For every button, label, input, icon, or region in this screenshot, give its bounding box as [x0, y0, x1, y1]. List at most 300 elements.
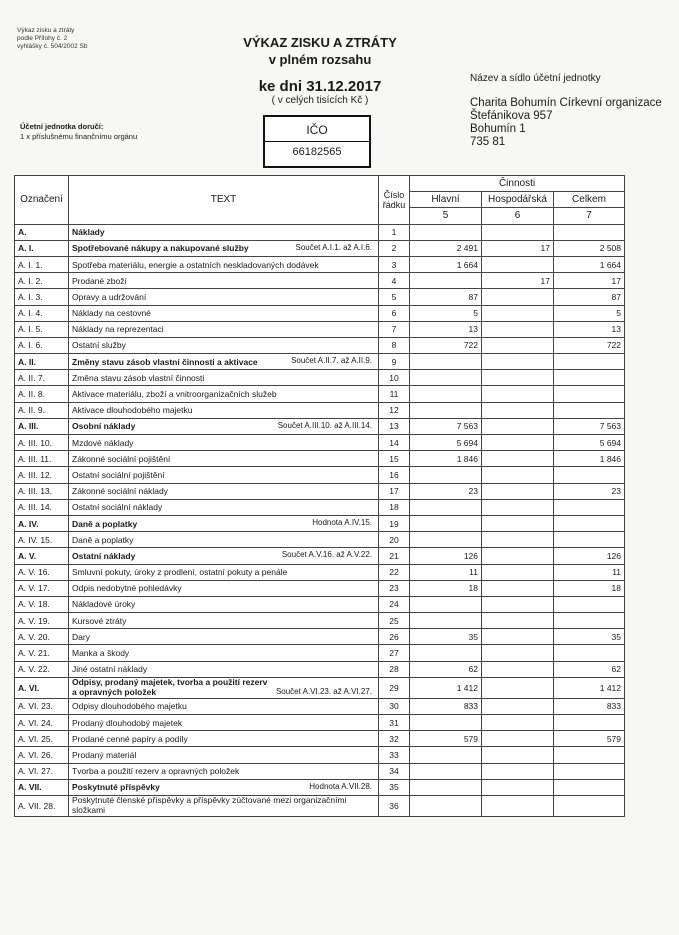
ico-label: IČO [306, 123, 328, 137]
row-total-value [554, 402, 625, 418]
entity-name: Charita Bohumín Církevní organizace [470, 97, 662, 109]
table-row [15, 402, 625, 418]
row-label: Změny stavu zásob vlastní činnosti a aktivace [72, 356, 258, 367]
row-code: A. VI. [15, 677, 69, 698]
row-main-value [410, 613, 482, 629]
table-row [15, 795, 625, 816]
row-total-value [554, 763, 625, 779]
row-economic-value [482, 779, 554, 795]
row-main-value: 579 [410, 731, 482, 747]
table-row [15, 483, 625, 499]
table-row [15, 564, 625, 580]
row-text [69, 483, 379, 499]
row-number: 9 [379, 354, 410, 370]
table-row [15, 515, 625, 531]
table-row [15, 613, 625, 629]
row-number: 26 [379, 629, 410, 645]
row-total-value: 2 508 [554, 240, 625, 256]
row-code: A. VII. 28. [15, 795, 69, 816]
row-economic-value [482, 629, 554, 645]
row-total-value [554, 613, 625, 629]
row-economic-value [482, 763, 554, 779]
table-row [15, 273, 625, 289]
row-main-value: 722 [410, 337, 482, 353]
table-row [15, 596, 625, 612]
row-sum-formula: Hodnota A.IV.15. [312, 517, 372, 527]
row-main-value [410, 715, 482, 731]
row-number: 31 [379, 715, 410, 731]
row-main-value [410, 273, 482, 289]
table-row [15, 256, 625, 272]
row-code: A. V. 18. [15, 596, 69, 612]
row-sum-formula: Součet A.III.10. až A.III.14. [277, 420, 372, 430]
row-text [69, 677, 379, 698]
row-label: Daně a poplatky [72, 534, 134, 545]
row-economic-value [482, 467, 554, 483]
row-text [69, 548, 379, 564]
row-main-value [410, 763, 482, 779]
row-main-value [410, 370, 482, 386]
table-row [15, 467, 625, 483]
table-row [15, 677, 625, 698]
row-number: 20 [379, 532, 410, 548]
row-main-value: 833 [410, 698, 482, 714]
row-economic-value [482, 483, 554, 499]
row-number: 23 [379, 580, 410, 596]
row-number: 27 [379, 645, 410, 661]
row-text [69, 629, 379, 645]
row-total-value [554, 467, 625, 483]
header-total: Celkem [554, 192, 625, 208]
row-text [69, 747, 379, 763]
row-total-value [554, 515, 625, 531]
row-total-value [554, 596, 625, 612]
row-text [69, 337, 379, 353]
table-body [15, 224, 625, 816]
row-label: Osobní náklady [72, 421, 136, 432]
row-main-value: 87 [410, 289, 482, 305]
row-code: A. II. 7. [15, 370, 69, 386]
row-code: A. II. 9. [15, 402, 69, 418]
row-code: A. VI. 25. [15, 731, 69, 747]
row-number: 33 [379, 747, 410, 763]
row-sum-formula: Součet A.V.16. až A.V.22. [281, 550, 372, 560]
row-economic-value [482, 795, 554, 816]
recipient-text: 1 x příslušnému finančnímu orgánu [20, 132, 138, 141]
row-text [69, 564, 379, 580]
row-economic-value [482, 289, 554, 305]
row-code: A. I. 6. [15, 337, 69, 353]
row-total-value: 18 [554, 580, 625, 596]
row-number: 15 [379, 451, 410, 467]
row-main-value [410, 795, 482, 816]
row-total-value [554, 747, 625, 763]
row-main-value: 126 [410, 548, 482, 564]
header-col-economic: 6 [482, 208, 554, 224]
row-code: A. V. 19. [15, 613, 69, 629]
row-label: Odpis nedobytné pohledávky [72, 583, 182, 594]
row-label: Dary [72, 631, 90, 642]
table-row [15, 305, 625, 321]
table-row [15, 224, 625, 240]
row-label: Ostatní náklady [72, 550, 136, 561]
table-row [15, 337, 625, 353]
row-number: 29 [379, 677, 410, 698]
row-label: Náklady na cestovné [72, 308, 151, 319]
row-code: A. V. 22. [15, 661, 69, 677]
table-row [15, 370, 625, 386]
table-row [15, 645, 625, 661]
row-total-value: 722 [554, 337, 625, 353]
table-row [15, 747, 625, 763]
row-number: 17 [379, 483, 410, 499]
row-label: Náklady na reprezentaci [72, 324, 164, 335]
row-sum-formula: Součet A.I.1. až A.I.6. [295, 242, 372, 252]
row-text [69, 580, 379, 596]
table-row [15, 715, 625, 731]
row-code: A. II. 8. [15, 386, 69, 402]
row-economic-value [482, 532, 554, 548]
row-label: Jiné ostatní náklady [72, 664, 148, 675]
report-table [14, 175, 625, 817]
row-economic-value [482, 499, 554, 515]
row-main-value [410, 596, 482, 612]
recipient-note [20, 122, 137, 142]
row-total-value: 579 [554, 731, 625, 747]
row-total-value: 62 [554, 661, 625, 677]
row-number: 24 [379, 596, 410, 612]
row-total-value [554, 224, 625, 240]
row-economic-value [482, 747, 554, 763]
row-code: A. I. 2. [15, 273, 69, 289]
row-label: Zákonné sociální pojištění [72, 453, 171, 464]
row-number: 14 [379, 435, 410, 451]
row-text [69, 451, 379, 467]
row-text [69, 256, 379, 272]
entity-header: Název a sídlo účetní jednotky [470, 73, 601, 84]
row-number: 30 [379, 698, 410, 714]
ico-value: 66182565 [292, 146, 342, 158]
row-economic-value [482, 731, 554, 747]
table-row [15, 451, 625, 467]
row-total-value: 5 694 [554, 435, 625, 451]
document-title: VÝKAZ ZISKU A ZTRÁTY [243, 35, 397, 50]
row-number: 25 [379, 613, 410, 629]
row-text [69, 763, 379, 779]
row-text [69, 321, 379, 337]
row-sum-formula: Součet A.II.7. až A.II.9. [291, 356, 372, 366]
row-text [69, 224, 379, 240]
row-number: 32 [379, 731, 410, 747]
row-total-value: 833 [554, 698, 625, 714]
row-code: A. V. [15, 548, 69, 564]
row-label: Změna stavu zásob vlastní činnosti [72, 372, 205, 383]
row-text [69, 386, 379, 402]
row-number: 16 [379, 467, 410, 483]
row-sum-formula: Součet A.VI.23. až A.VI.27. [275, 686, 372, 696]
row-code: A. VI. 24. [15, 715, 69, 731]
row-economic-value [482, 305, 554, 321]
row-total-value: 5 [554, 305, 625, 321]
entity-city: Bohumín 1 [470, 123, 526, 135]
row-code: A. V. 21. [15, 645, 69, 661]
row-code: A. III. [15, 418, 69, 434]
row-main-value [410, 747, 482, 763]
row-code: A. I. 5. [15, 321, 69, 337]
table-row [15, 698, 625, 714]
row-total-value: 7 563 [554, 418, 625, 434]
table-row [15, 499, 625, 515]
header-designation: Označení [15, 176, 69, 225]
units-note: ( v celých tisících Kč ) [271, 95, 369, 106]
row-text [69, 613, 379, 629]
row-label: Nákladové úroky [72, 599, 136, 610]
table-row [15, 763, 625, 779]
row-main-value [410, 515, 482, 531]
row-label: Prodaný materiál [72, 749, 137, 760]
row-main-value: 2 491 [410, 240, 482, 256]
row-text [69, 698, 379, 714]
table-row [15, 548, 625, 564]
header-activities: Činnosti [410, 176, 625, 192]
row-number: 3 [379, 256, 410, 272]
row-number: 11 [379, 386, 410, 402]
row-number: 28 [379, 661, 410, 677]
row-total-value [554, 795, 625, 816]
row-label: Ostatní služby [72, 340, 126, 351]
row-main-value [410, 645, 482, 661]
row-number: 36 [379, 795, 410, 816]
row-label: Mzdové náklady [72, 437, 134, 448]
row-main-value: 5 [410, 305, 482, 321]
row-label: Kursové ztráty [72, 615, 127, 626]
row-economic-value [482, 321, 554, 337]
row-label: Tvorba a použití rezerv a opravných položek [72, 766, 240, 777]
row-label: Aktivace materiálu, zboží a vnitroorganizačních služeb [72, 389, 277, 400]
table-row [15, 532, 625, 548]
row-number: 22 [379, 564, 410, 580]
row-text [69, 273, 379, 289]
header-economic: Hospodářská [482, 192, 554, 208]
row-main-value: 18 [410, 580, 482, 596]
row-text [69, 467, 379, 483]
row-text [69, 370, 379, 386]
row-text [69, 305, 379, 321]
row-main-value: 1 412 [410, 677, 482, 698]
row-code: A. IV. [15, 515, 69, 531]
row-main-value [410, 402, 482, 418]
row-economic-value [482, 354, 554, 370]
row-text [69, 402, 379, 418]
header-text: TEXT [69, 176, 379, 225]
row-main-value: 13 [410, 321, 482, 337]
row-main-value: 23 [410, 483, 482, 499]
row-label: Aktivace dlouhodobého majetku [72, 405, 193, 416]
ico-box [263, 115, 371, 168]
row-total-value: 13 [554, 321, 625, 337]
row-number: 19 [379, 515, 410, 531]
row-text [69, 499, 379, 515]
row-total-value: 1 846 [554, 451, 625, 467]
header-row-no: Číslo řádku [379, 176, 410, 225]
row-code: A. III. 12. [15, 467, 69, 483]
row-text [69, 515, 379, 531]
entity-zip: 735 81 [470, 136, 506, 148]
row-economic-value [482, 715, 554, 731]
row-total-value [554, 779, 625, 795]
row-code: A. IV. 15. [15, 532, 69, 548]
table-row [15, 289, 625, 305]
row-total-value: 23 [554, 483, 625, 499]
row-number: 13 [379, 418, 410, 434]
row-text [69, 731, 379, 747]
table-row [15, 629, 625, 645]
row-label: Poskytnuté členské příspěvky a příspěvky zúčtované mezi organizačními složkami [72, 795, 347, 815]
table-row [15, 240, 625, 256]
row-code: A. VI. 27. [15, 763, 69, 779]
row-total-value: 126 [554, 548, 625, 564]
row-total-value [554, 715, 625, 731]
row-text [69, 795, 379, 816]
row-main-value [410, 779, 482, 795]
row-total-value: 1 412 [554, 677, 625, 698]
row-code: A. III. 10. [15, 435, 69, 451]
row-total-value [554, 386, 625, 402]
row-code: A. III. 11. [15, 451, 69, 467]
row-label: Prodané zboží [72, 275, 127, 286]
row-main-value: 1 846 [410, 451, 482, 467]
row-total-value: 87 [554, 289, 625, 305]
header-main: Hlavní [410, 192, 482, 208]
row-text [69, 715, 379, 731]
entity-street: Štefánikova 957 [470, 110, 553, 122]
row-main-value: 7 563 [410, 418, 482, 434]
row-label: Zákonné sociální náklady [72, 486, 168, 497]
row-code: A. I. [15, 240, 69, 256]
row-code: A. II. [15, 354, 69, 370]
report-date: ke dni 31.12.2017 [258, 78, 382, 95]
row-code: A. V. 20. [15, 629, 69, 645]
row-economic-value: 17 [482, 240, 554, 256]
row-economic-value [482, 515, 554, 531]
row-number: 10 [379, 370, 410, 386]
row-label: Spotřebované nákupy a nakupované služby [72, 243, 249, 254]
row-economic-value [482, 370, 554, 386]
header-col-main: 5 [410, 208, 482, 224]
row-label: Ostatní sociální náklady [72, 502, 163, 513]
row-code: A. III. 13. [15, 483, 69, 499]
form-note [17, 27, 87, 51]
row-number: 6 [379, 305, 410, 321]
row-text [69, 289, 379, 305]
header-col-total: 7 [554, 208, 625, 224]
row-code: A. I. 3. [15, 289, 69, 305]
row-main-value [410, 386, 482, 402]
row-economic-value [482, 337, 554, 353]
row-number: 21 [379, 548, 410, 564]
row-text [69, 435, 379, 451]
document-subtitle: v plném rozsahu [268, 52, 372, 67]
form-note-line: vyhlášky č. 504/2002 Sb [17, 43, 88, 50]
row-economic-value: 17 [482, 273, 554, 289]
table-row [15, 731, 625, 747]
table-row [15, 321, 625, 337]
row-label: Smluvní pokuty, úroky z prodlení, ostatní pokuty a penále [72, 567, 288, 578]
row-label: Odpisy, prodaný majetek, tvorba a použití rezerv a opravných položek [72, 677, 268, 697]
row-total-value: 1 664 [554, 256, 625, 272]
row-code: A. I. 4. [15, 305, 69, 321]
recipient-label: Účetní jednotka doručí: [20, 122, 104, 131]
row-text [69, 596, 379, 612]
ico-divider [265, 141, 369, 142]
row-number: 12 [379, 402, 410, 418]
row-label: Spotřeba materiálu, energie a ostatních neskladovaných dodávek [72, 259, 319, 270]
row-economic-value [482, 564, 554, 580]
row-text [69, 418, 379, 434]
table-row [15, 661, 625, 677]
row-code: A. V. 16. [15, 564, 69, 580]
row-main-value [410, 499, 482, 515]
row-label: Opravy a udržování [72, 291, 147, 302]
row-label: Ostatní sociální pojištění [72, 469, 165, 480]
row-text [69, 354, 379, 370]
row-sum-formula: Hodnota A.VII.28. [309, 781, 372, 791]
row-main-value [410, 354, 482, 370]
row-label: Náklady [72, 227, 105, 238]
row-number: 34 [379, 763, 410, 779]
row-text [69, 779, 379, 795]
entity-address [470, 97, 679, 149]
row-total-value [554, 370, 625, 386]
row-number: 2 [379, 240, 410, 256]
row-code: A. V. 17. [15, 580, 69, 596]
row-main-value [410, 224, 482, 240]
row-economic-value [482, 613, 554, 629]
row-code: A. [15, 224, 69, 240]
row-main-value: 1 664 [410, 256, 482, 272]
row-label: Odpisy dlouhodobého majetku [72, 701, 187, 712]
row-total-value: 11 [554, 564, 625, 580]
row-number: 35 [379, 779, 410, 795]
row-text [69, 645, 379, 661]
row-label: Daně a poplatky [72, 518, 138, 529]
row-code: A. III. 14. [15, 499, 69, 515]
row-number: 5 [379, 289, 410, 305]
title-block [200, 34, 440, 106]
row-economic-value [482, 224, 554, 240]
form-note-line: Výkaz zisku a ztráty [17, 27, 75, 34]
row-total-value [554, 532, 625, 548]
row-code: A. I. 1. [15, 256, 69, 272]
row-number: 1 [379, 224, 410, 240]
row-economic-value [482, 256, 554, 272]
row-main-value [410, 467, 482, 483]
row-main-value: 11 [410, 564, 482, 580]
row-total-value [554, 645, 625, 661]
row-total-value: 17 [554, 273, 625, 289]
row-main-value: 62 [410, 661, 482, 677]
row-economic-value [482, 698, 554, 714]
row-number: 18 [379, 499, 410, 515]
row-economic-value [482, 677, 554, 698]
row-economic-value [482, 418, 554, 434]
row-label: Poskytnuté příspěvky [72, 782, 160, 793]
row-total-value [554, 499, 625, 515]
table-row [15, 779, 625, 795]
table-row [15, 386, 625, 402]
row-economic-value [482, 661, 554, 677]
row-text [69, 240, 379, 256]
